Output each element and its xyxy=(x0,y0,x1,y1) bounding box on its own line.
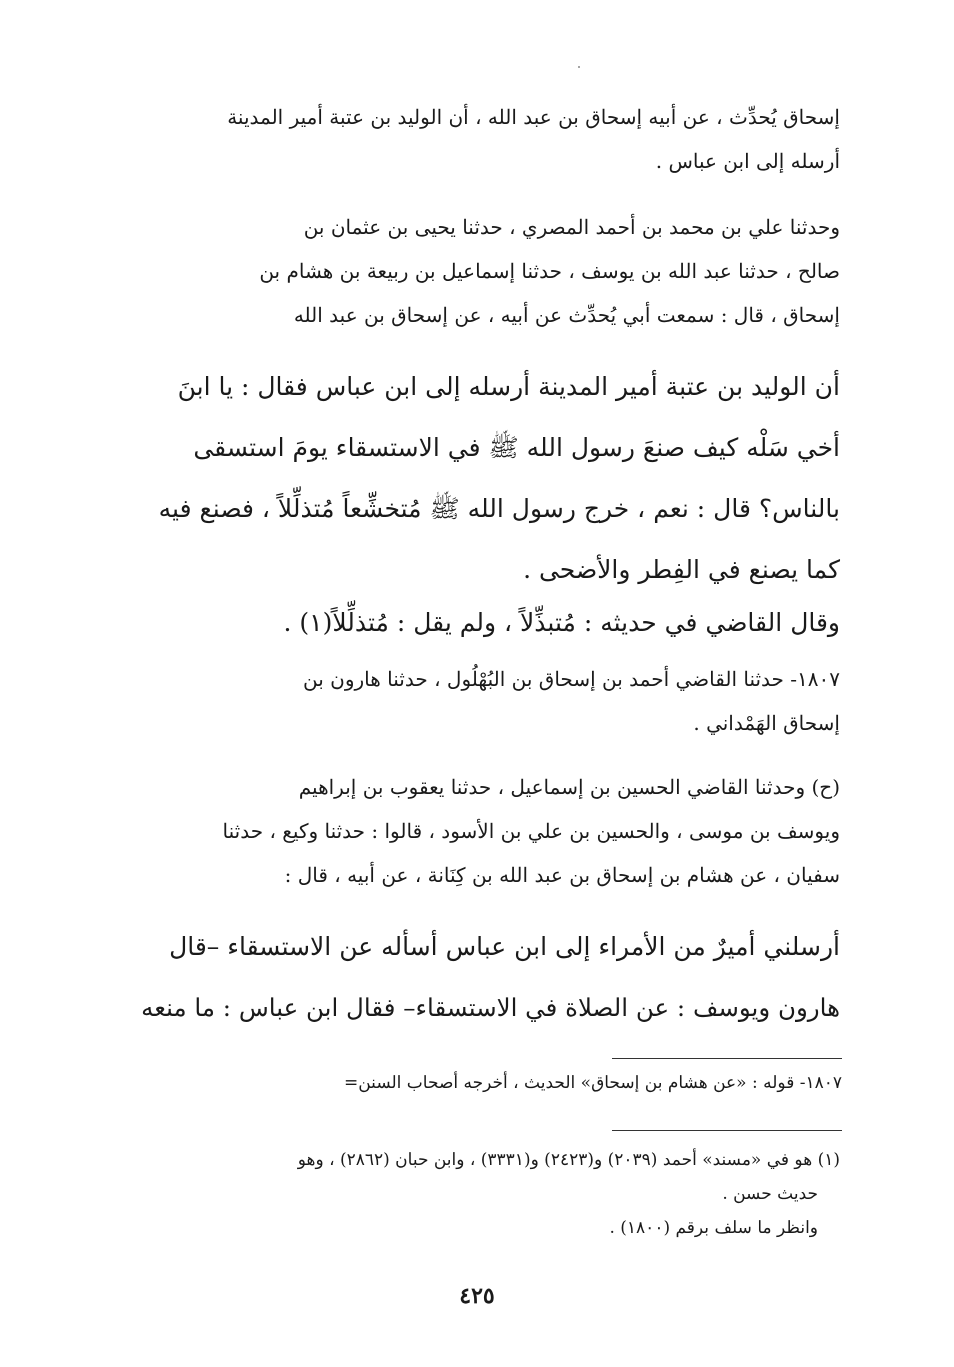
paragraph-2 xyxy=(128,205,840,337)
text-line: كما يصنع في الفِطر والأضحى . xyxy=(523,555,840,584)
text-line: إسحاق الهَمْداني . xyxy=(693,711,840,735)
footnote-line: حديث حسن . xyxy=(722,1184,818,1204)
text-line: صالح ، حدثنا عبد الله بن يوسف ، حدثنا إسماعيل بن ربيعة بن هشام بن xyxy=(259,259,840,283)
text-line: أرسله إلى ابن عباس . xyxy=(655,149,840,173)
text-line: (ح) وحدثنا القاضي الحسين بن إسماعيل ، حدثنا يعقوب بن إبراهيم xyxy=(298,775,840,799)
page-speck xyxy=(578,66,580,68)
text-line: وحدثنا علي بن محمد بن أحمد المصري ، حدثنا يحيى بن عثمان بن xyxy=(303,215,840,239)
footnote-separator xyxy=(612,1058,842,1059)
paragraph-7 xyxy=(128,916,840,1038)
footnote-line: وانظر ما سلف برقم (١٨٠٠) . xyxy=(609,1218,818,1238)
paragraph-5-hadith-1807 xyxy=(128,657,840,745)
text-line: أرسلني أميرٌ من الأمراء إلى ابن عباس أسأله عن الاستسقاء –قال xyxy=(169,932,840,961)
text-line: ١٨٠٧- حدثنا القاضي أحمد بن إسحاق بن البُهْلُول ، حدثنا هارون بن xyxy=(303,667,840,691)
paragraph-1 xyxy=(128,95,840,183)
footnote-hadith-1807 xyxy=(110,1066,842,1100)
text-line: بالناس؟ قال : نعم ، خرج رسول الله ﷺ مُتخشِّعاً مُتذلِّلاً ، فصنع فيه xyxy=(158,494,840,523)
text-line: سفيان ، عن هشام بن إسحاق بن عبد الله بن كِنَانة ، عن أبيه ، قال : xyxy=(284,863,840,887)
paragraph-4 xyxy=(128,592,840,653)
footnote-line: (١) هو في «مسند» أحمد (٢٠٣٩) و(٢٤٢٣) و(٣٣٣١) ، وابن حبان (٢٨٦٢) ، وهو xyxy=(297,1150,840,1170)
text-line: أخي سَلْه كيف صنعَ رسول الله ﷺ في الاستسقاء يومَ استسقى xyxy=(193,433,840,462)
footnote-line: ١٨٠٧- قوله : «عن هشام بن إسحاق» الحديث ، أخرجه أصحاب السنن= xyxy=(344,1073,842,1093)
text-line: أن الوليد بن عتبة أمير المدينة أرسله إلى ابن عباس فقال : يا ابنَ xyxy=(177,372,840,401)
text-line: وقال القاضي في حديثه : مُتبذِّلاً ، ولم يقل : مُتذلِّلاً(١) . xyxy=(283,608,840,637)
text-line: ويوسف بن موسى ، والحسين بن علي بن الأسود ، قالوا : حدثنا وكيع ، حدثنا xyxy=(222,819,840,843)
paragraph-3-hadith-text xyxy=(128,356,840,600)
paragraph-6 xyxy=(128,765,840,897)
text-line: هارون ويوسف : عن الصلاة في الاستسقاء– فقال ابن عباس : ما منعه xyxy=(141,993,840,1022)
text-line: إسحاق يُحدِّث ، عن أبيه إسحاق بن عبد الله ، أن الوليد بن عتبة أمير المدينة xyxy=(227,105,840,129)
page-number: ٤٢٥ xyxy=(459,1283,495,1309)
text-line: إسحاق ، قال : سمعت أبي يُحدِّث عن أبيه ، عن إسحاق بن عبد الله xyxy=(293,303,840,327)
footnote-1 xyxy=(128,1143,840,1245)
footnote-separator xyxy=(612,1130,842,1131)
